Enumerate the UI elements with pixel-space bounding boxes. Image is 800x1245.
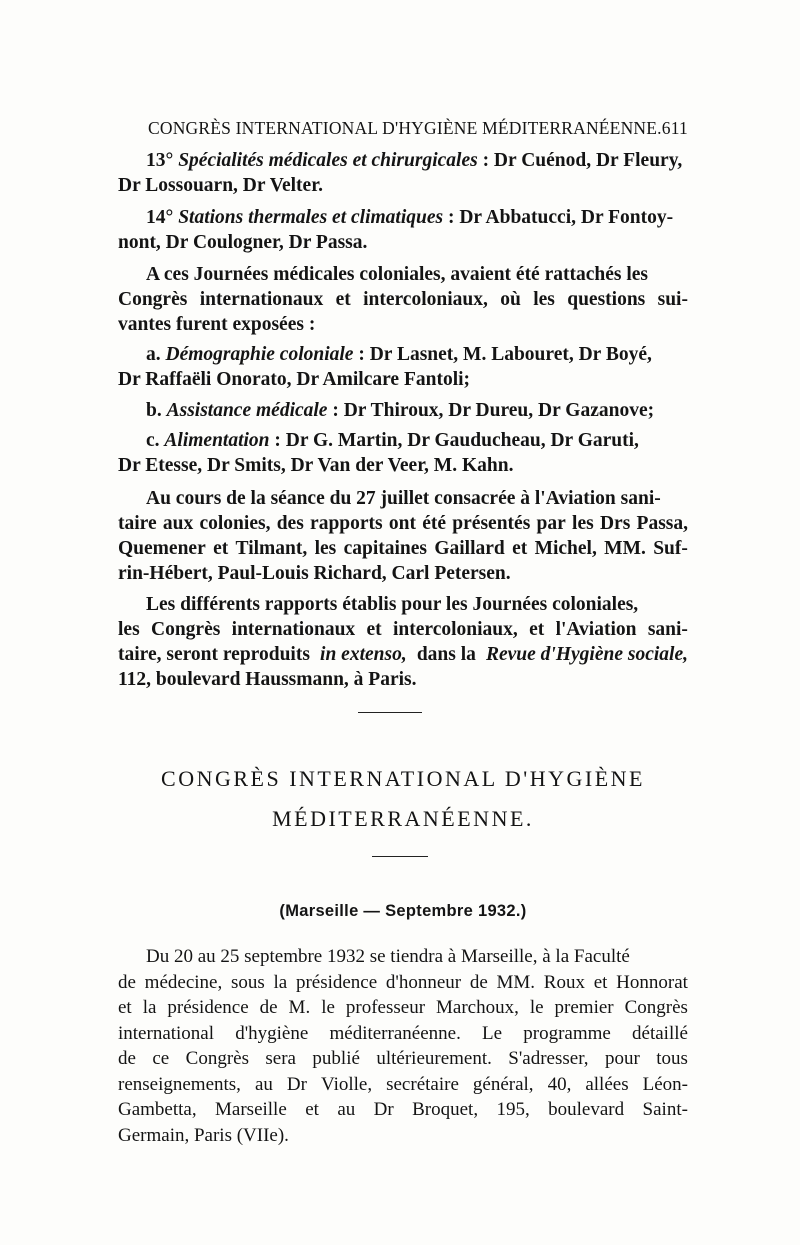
header-title: CONGRÈS INTERNATIONAL D'HYGIÈNE MÉDITERRANÉENNE. — [148, 118, 662, 138]
text-line: Au cours de la séance du 27 juillet consacrée à l'Aviation sani- — [146, 488, 661, 509]
separator-rule — [358, 712, 422, 713]
text-line: et la présidence de M. le professeur Marchoux, le premier Congrès — [118, 997, 688, 1018]
item-line: : Dr Abbatucci, Dr Fontoy- — [447, 207, 674, 228]
paragraph-aviation — [118, 486, 688, 586]
item-number: 13° — [146, 150, 174, 171]
text-segment-italic: in extenso, — [320, 644, 407, 665]
item-topic: Spécialités médicales et chirurgicales — [178, 150, 478, 171]
item-line: Dr Raffaëli Onorato, Dr Amilcare Fantoli; — [118, 369, 471, 390]
section-title-line-2: MÉDITERRANÉENNE. — [272, 806, 534, 831]
text-line: A ces Journées médicales coloniales, avaient été rattachés les — [146, 264, 649, 285]
item-letter: a. — [146, 344, 161, 365]
item-line: : Dr Cuénod, Dr Fleury, — [482, 150, 683, 171]
text-line: de médecine, sous la présidence d'honneur de MM. Roux et Honnorat — [118, 971, 688, 993]
text-line: Quemener et Tilmant, les capitaines Gaillard et Michel, MM. Suf- — [118, 538, 688, 559]
page-number: 611 — [661, 118, 688, 138]
text-line: taire aux colonies, des rapports ont été présentés par les Drs Passa, — [118, 513, 688, 534]
text-line: les Congrès internationaux et intercoloniaux, et l'Aviation sani- — [118, 619, 688, 640]
text-line: Du 20 au 25 septembre 1932 se tiendra à Marseille, à la Faculté — [146, 946, 630, 967]
text-line: rin-Hébert, Paul-Louis Richard, Carl Petersen. — [118, 563, 511, 584]
text-line: Germain, Paris (VIIe). — [118, 1124, 289, 1146]
section-title-line-1: CONGRÈS INTERNATIONAL D'HYGIÈNE — [161, 766, 645, 791]
item-line: nont, Dr Coulogner, Dr Passa. — [118, 232, 368, 253]
item-letter: c. — [146, 430, 160, 451]
item-topic: Stations thermales et climatiques — [178, 207, 444, 228]
text-line: renseignements, au Dr Violle, secrétaire général, 40, allées Léon- — [118, 1073, 688, 1095]
text-line: 112, boulevard Haussmann, à Paris. — [118, 669, 417, 690]
section-subtitle: (Marseille — Septembre 1932.) — [279, 902, 527, 920]
item-line: : Dr Lasnet, M. Labouret, Dr Boyé, — [358, 344, 652, 365]
text-line: Gambetta, Marseille et au Dr Broquet, 195, boulevard Saint- — [118, 1099, 688, 1120]
sub-item-a — [118, 342, 688, 392]
list-item-13 — [118, 148, 688, 198]
text-line: Congrès internationaux et intercoloniaux, où les questions sui- — [118, 289, 688, 310]
text-line: de ce Congrès sera publié ultérieurement. S'adresser, pour tous — [118, 1048, 688, 1069]
paragraph-congres — [118, 262, 688, 337]
item-line: Dr Lossouarn, Dr Velter. — [118, 175, 323, 196]
item-number: 14° — [146, 207, 174, 228]
sub-item-b — [118, 398, 688, 423]
item-letter: b. — [146, 400, 162, 421]
item-topic: Alimentation — [164, 430, 270, 451]
item-line: : Dr G. Martin, Dr Gauducheau, Dr Garuti, — [274, 430, 639, 451]
text-line: Les différents rapports établis pour les Journées coloniales, — [146, 594, 639, 615]
text-segment: taire, seront reproduits — [118, 644, 310, 665]
item-topic: Démographie coloniale — [165, 344, 354, 365]
running-header — [148, 118, 688, 139]
text-segment: dans la — [416, 644, 476, 665]
journal-title: Revue d'Hygiène sociale, — [485, 644, 688, 665]
list-item-14 — [118, 205, 688, 255]
item-line: Dr Etesse, Dr Smits, Dr Van der Veer, M. Kahn. — [118, 455, 514, 476]
text-line: international d'hygiène méditerranéenne. Le programme détaillé — [118, 1022, 688, 1044]
paragraph-marseille — [118, 944, 688, 1148]
item-line: : Dr Thiroux, Dr Dureu, Dr Gazanove; — [332, 400, 655, 421]
sub-item-c — [118, 428, 688, 478]
separator-rule — [372, 856, 428, 857]
paragraph-rapports — [118, 592, 688, 692]
item-topic: Assistance médicale — [166, 400, 328, 421]
text-line: vantes furent exposées : — [118, 314, 316, 335]
